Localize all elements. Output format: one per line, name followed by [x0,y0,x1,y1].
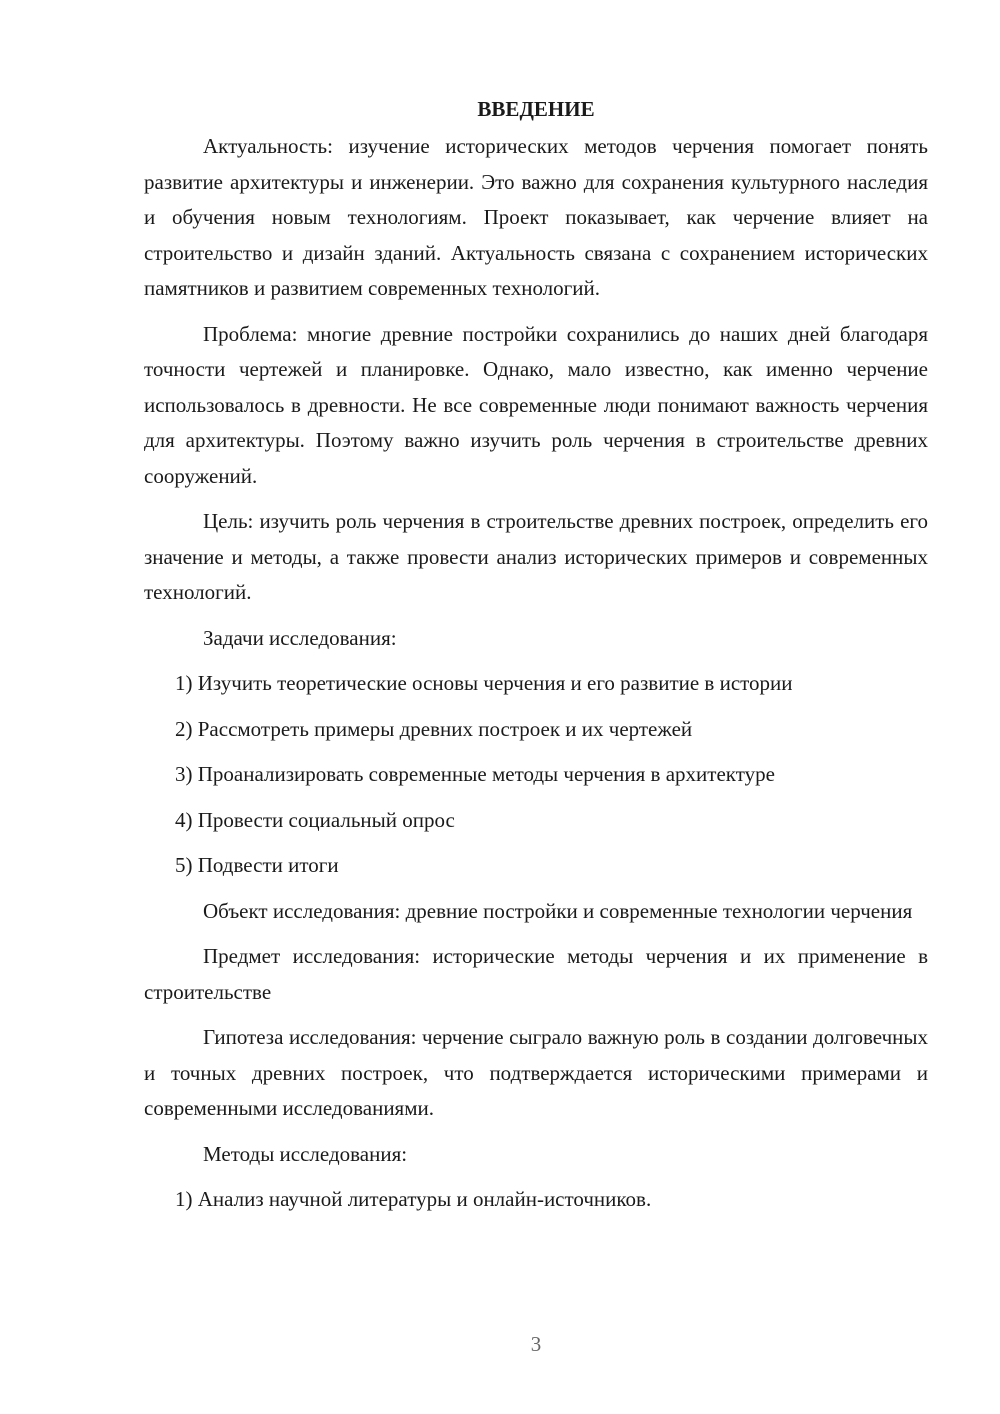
page-number: 3 [530,1332,542,1356]
methods-heading: Методы исследования: [203,1141,408,1166]
task-item: 2) Рассмотреть примеры древних построек и их чертежей [175,716,693,741]
hypothesis-paragraph: Гипотеза исследования: черчение сыграло важную роль в создании долговечных и точных древних построек, что подтверждается историческими примерами и современными исследованиями. [144,1025,928,1120]
tasks-heading: Задачи исследования: [203,625,397,650]
task-item: 4) Провести социальный опрос [175,807,455,832]
relevance-paragraph: Актуальность: изучение исторических методов черчения помогает понять развитие архитектуры и инженерии. Это важно для сохранения культурного наследия и обучения новым технологиям. Проект показывает, как черчение влияет на строительство и дизайн зданий. Актуальность связана с сохранением исторических памятников и развитием современных технологий. [144,134,928,300]
task-item: 5) Подвести итоги [175,853,339,877]
subject-paragraph: Предмет исследования: исторические методы черчения и их применение в строительстве [144,944,928,1004]
task-item: 3) Проанализировать современные методы черчения в архитектуре [175,762,775,786]
goal-paragraph: Цель: изучить роль черчения в строительстве древних построек, определить его значение и методы, а также провести анализ исторических примеров и современных технологий. [144,509,928,604]
page-content [144,92,928,1228]
problem-paragraph: Проблема: многие древние постройки сохранились до наших дней благодаря точности чертежей и планировке. Однако, мало известно, как именно черчение использовалось в древности. Не все современные люди понимают важность черчения для архитектуры. Поэтому важно изучить роль черчения в строительстве древних сооружений. [144,321,928,488]
page-title: ВВЕДЕНИЕ [477,97,595,121]
task-item: 1) Изучить теоретические основы черчения и его развитие в истории [175,671,793,695]
method-item: 1) Анализ научной литературы и онлайн-источников. [175,1187,652,1211]
object-paragraph: Объект исследования: древние постройки и современные технологии черчения [203,898,913,923]
